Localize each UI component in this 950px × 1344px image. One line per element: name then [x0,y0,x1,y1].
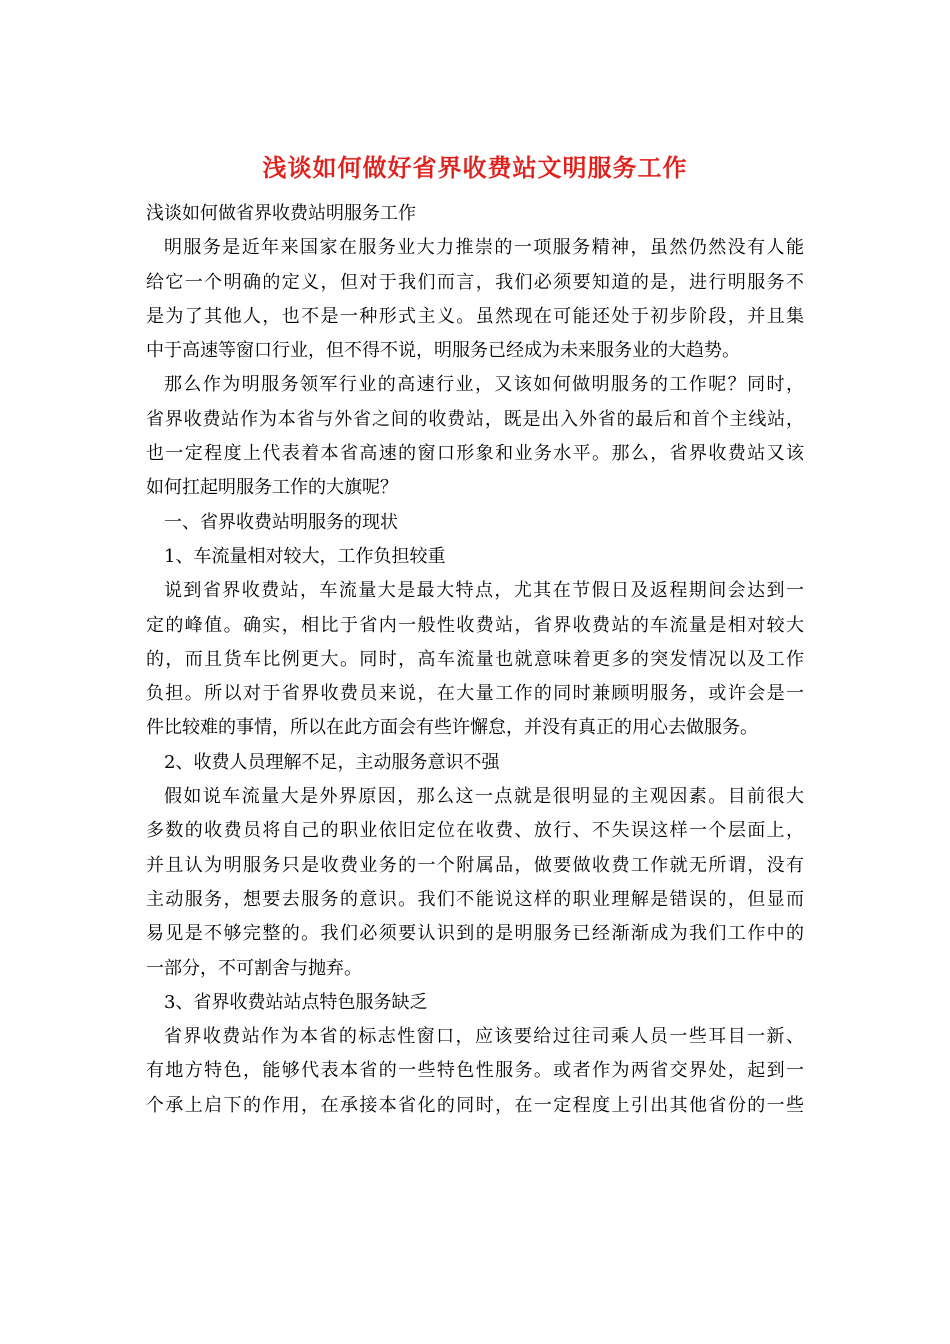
text-line: 是为了其他人，也不是一种形式主义。虽然现在可能还处于初步阶段，并且集 [146,305,804,327]
text-line: 件比较难的事情，所以在此方面会有些许懈怠，并没有真正的用心去做服务。 [146,717,758,739]
text-line: 省界收费站作为本省与外省之间的收费站，既是出入外省的最后和首个主线站， [146,408,804,430]
text-line: 主动服务，想要去服务的意识。我们不能说这样的职业理解是错误的，但显而 [146,888,804,910]
text-line: 2、收费人员理解不足，主动服务意识不强 [164,751,500,773]
text-line: 假如说车流量大是外界原因，那么这一点就是很明显的主观因素。目前很大 [164,786,804,808]
text-line: 的，而且货车比例更大。同时，高车流量也就意味着更多的突发情况以及工作 [146,648,804,670]
text-line: 如何扛起明服务工作的大旗呢？ [146,477,398,499]
text-line: 说到省界收费站，车流量大是最大特点，尤其在节假日及返程期间会达到一 [164,580,804,602]
text-line: 易见是不够完整的。我们必须要认识到的是明服务已经渐渐成为我们工作中的 [146,923,804,945]
text-line: 给它一个明确的定义，但对于我们而言，我们必须要知道的是，进行明服务不 [146,271,804,293]
document-title: 浅谈如何做好省界收费站文明服务工作 [262,153,688,182]
text-line: 中于高速等窗口行业，但不得不说，明服务已经成为未来服务业的大趋势。 [146,340,740,362]
text-line: 1、车流量相对较大，工作负担较重 [164,545,446,567]
text-line: 3、省界收费站站点特色服务缺乏 [164,991,428,1013]
document-body [146,197,804,1123]
text-line: 那么作为明服务领军行业的高速行业，又该如何做明服务的工作呢？同时， [164,374,804,396]
text-line: 一、省界收费站明服务的现状 [164,511,398,533]
text-line: 负担。所以对于省界收费员来说，在大量工作的同时兼顾明服务，或许会是一 [146,683,804,705]
text-line: 明服务是近年来国家在服务业大力推崇的一项服务精神，虽然仍然没有人能 [164,237,804,259]
text-line: 省界收费站作为本省的标志性窗口，应该要给过往司乘人员一些耳目一新、 [164,1026,804,1048]
text-line: 一部分，不可割舍与抛弃。 [146,957,362,979]
text-line: 浅谈如何做省界收费站明服务工作 [146,203,416,224]
text-line: 多数的收费员将自己的职业依旧定位在收费、放行、不失误这样一个层面上， [146,820,804,842]
text-line: 个承上启下的作用，在承接本省化的同时，在一定程度上引出其他省份的一些 [146,1094,804,1116]
text-line: 有地方特色，能够代表本省的一些特色性服务。或者作为两省交界处，起到一 [146,1060,804,1082]
text-line: 定的峰值。确实，相比于省内一般性收费站，省界收费站的车流量是相对较大 [146,614,804,636]
text-line: 并且认为明服务只是收费业务的一个附属品，做要做收费工作就无所谓，没有 [146,854,804,876]
text-line: 也一定程度上代表着本省高速的窗口形象和业务水平。那么，省界收费站又该 [146,443,804,465]
